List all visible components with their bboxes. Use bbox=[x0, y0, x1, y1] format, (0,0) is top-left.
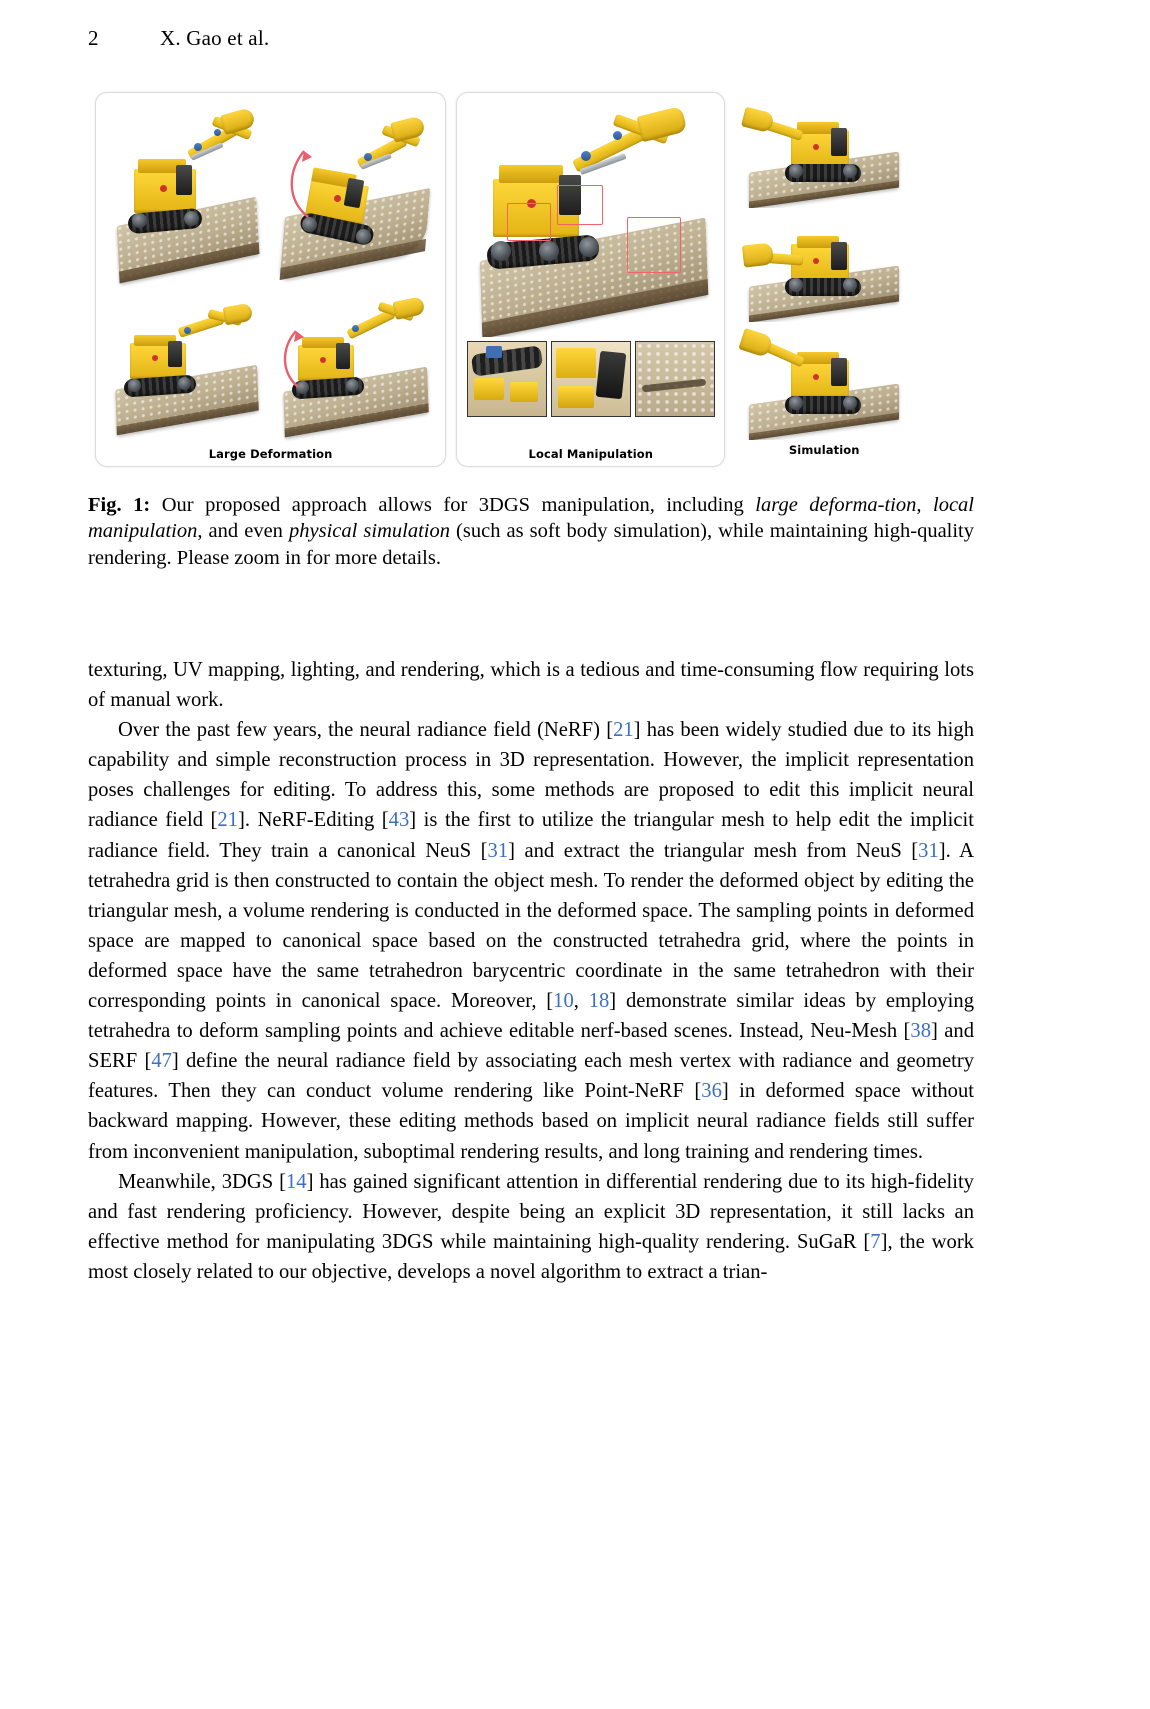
citation-link[interactable]: 21 bbox=[217, 809, 239, 832]
page-number: 2 bbox=[88, 26, 99, 50]
citation-link[interactable]: 10 bbox=[553, 990, 574, 1013]
figure-caption-text-3: , and even bbox=[197, 520, 289, 543]
deformation-arrow-curve bbox=[274, 323, 314, 393]
panel-caption-large-deformation: Large Deformation bbox=[208, 447, 333, 461]
crop-ground-detail bbox=[635, 341, 715, 417]
figure-caption-em-4: physical simulation bbox=[289, 520, 450, 543]
citation-link[interactable]: 21 bbox=[613, 719, 634, 742]
figure-caption-text-2: , bbox=[916, 494, 934, 516]
scene-deform-topleft bbox=[104, 107, 270, 287]
scene-deform-topright bbox=[272, 107, 440, 287]
scene-deform-bottomright bbox=[272, 293, 440, 443]
citation-link[interactable]: 31 bbox=[487, 839, 509, 862]
scene-sim-3 bbox=[739, 328, 909, 440]
scene-local-main bbox=[461, 107, 721, 337]
figure-caption-text-4: (such as soft body simulation), bbox=[449, 520, 713, 543]
figure-panel-large-deformation bbox=[95, 92, 446, 467]
citation-link[interactable]: 43 bbox=[388, 809, 410, 832]
citation-link[interactable]: 31 bbox=[918, 839, 939, 862]
figure-panel-simulation bbox=[735, 92, 913, 467]
page-header bbox=[88, 26, 1002, 51]
citation-link[interactable]: 38 bbox=[910, 1020, 931, 1043]
body-paragraph: Meanwhile, 3DGS [14] has gained significant attention in differential rendering due to its high-fidelity and fast rendering proficiency. However, despite being an explicit 3D representation, it still lacks an effective method for manipulating 3DGS while maintaining high-quality rendering. SuGaR [7], the work most closely related to our objective, develops a novel algorithm to extract a trian- bbox=[88, 1170, 974, 1283]
highlight-box-track bbox=[507, 203, 551, 241]
deformation-arrow-up bbox=[278, 143, 322, 223]
figure-caption-em-1: large deforma- bbox=[755, 494, 885, 516]
citation-link[interactable]: 14 bbox=[285, 1170, 307, 1193]
citation-link[interactable]: 47 bbox=[151, 1050, 172, 1073]
figure-caption-label: Fig. 1: bbox=[88, 494, 151, 516]
panel-caption-local-manipulation: Local Manipulation bbox=[528, 447, 654, 461]
figure-panel-local-manipulation bbox=[456, 92, 725, 467]
running-head-authors: X. Gao et al. bbox=[160, 26, 270, 50]
figure-caption-em-3: local manipulation bbox=[88, 494, 975, 543]
body-paragraph: texturing, UV mapping, lighting, and rendering, which is a tedious and time-consuming flow requiring lots of manual work. bbox=[88, 659, 974, 712]
crop-track-detail bbox=[467, 341, 547, 417]
figure-caption-text-5: while maintaining high-quality rendering. Please zoom in for more details. bbox=[88, 520, 975, 569]
crop-cabin-detail bbox=[551, 341, 631, 417]
scene-deform-bottomleft bbox=[104, 293, 270, 443]
highlight-box-cabin bbox=[557, 185, 603, 225]
panel-caption-simulation: Simulation bbox=[788, 443, 860, 457]
citation-link[interactable]: 36 bbox=[701, 1080, 722, 1103]
scene-sim-1 bbox=[739, 100, 909, 208]
body-paragraph: Over the past few years, the neural radiance field (NeRF) [21] has been widely studied due to its high capability and simple reconstruction process in 3D representation. However, the implicit representation poses challenges for editing. To address this, some methods are proposed to edit this implicit neural radiance field [21]. NeRF-Editing [43] is the first to utilize the triangular mesh to help edit the implicit radiance field. They train a canonical NeuS [31] and extract the triangular mesh from NeuS [31]. A tetrahedra grid is then constructed to contain the object mesh. To render the deformed object by editing the triangular mesh, a volume rendering is conducted in the deformed space. The sampling points in deformed space are mapped to canonical space based on the constructed tetrahedra grid, where the points in deformed space have the same tetrahedron barycentric coordinate in the same tetrahedron with their corresponding points in canonical space. Moreover, [10, 18] demonstrate similar ideas by employing tetrahedra to deform sampling points and achieve editable nerf-based scenes. Instead, Neu-Mesh [38] and SERF [47] define the neural radiance field by associating each mesh vertex with radiance and geometry features. Then they can conduct volume rendering like Point-NeRF [36] in deformed space without backward mapping. However, these editing methods based on implicit neural radiance fields still suffer from inconvenient manipulation, suboptimal rendering results, and long training and rendering times. bbox=[88, 719, 975, 1163]
citation-link[interactable]: 7 bbox=[870, 1230, 881, 1253]
figure-caption bbox=[88, 492, 974, 571]
figure-caption-em-2: tion bbox=[884, 494, 917, 516]
scene-sim-2 bbox=[739, 214, 909, 322]
figure-1 bbox=[95, 92, 913, 467]
highlight-box-ground bbox=[627, 217, 681, 273]
citation-link[interactable]: 18 bbox=[588, 990, 610, 1013]
body-text bbox=[88, 655, 974, 1287]
figure-caption-text-1: Our proposed approach allows for 3DGS manipulation, including bbox=[150, 494, 756, 516]
